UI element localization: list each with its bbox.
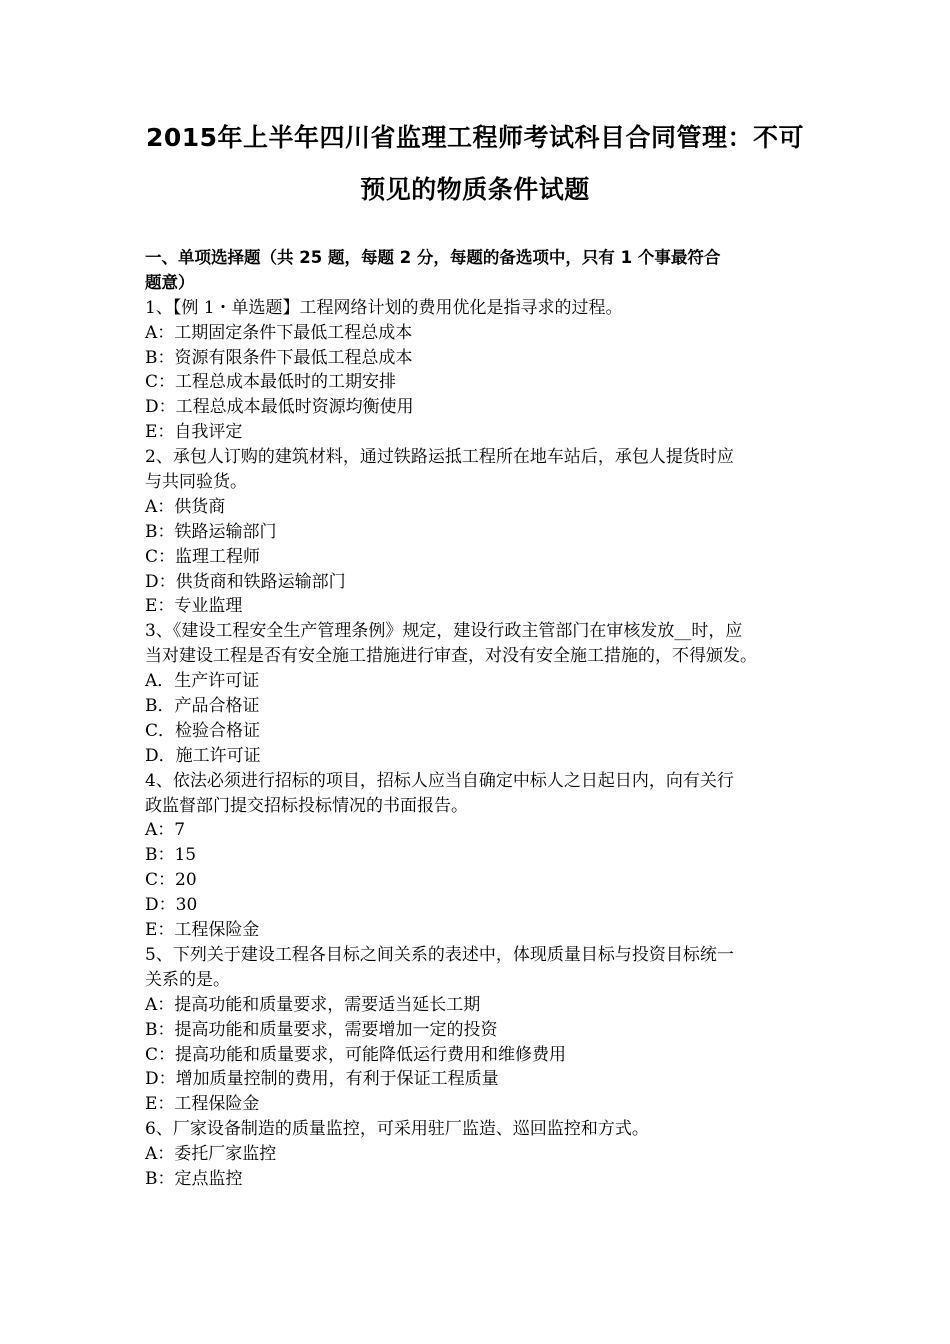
option-d: D：工程总成本最低时资源均衡使用 bbox=[145, 397, 414, 418]
option-b: B：15 bbox=[145, 845, 197, 866]
question-stem-continued: 与共同验货。 bbox=[145, 472, 247, 493]
question-1 bbox=[145, 296, 813, 445]
option-c: C：监理工程师 bbox=[145, 546, 261, 567]
option-b: B：提高功能和质量要求，需要增加一定的投资 bbox=[145, 1019, 498, 1040]
option-b: B：资源有限条件下最低工程总成本 bbox=[145, 347, 413, 368]
option-b: B．产品合格证 bbox=[145, 696, 260, 717]
option-c: C．检验合格证 bbox=[145, 720, 261, 741]
section-heading-line-2: 题意） bbox=[145, 272, 195, 292]
document-title-line-1: 2015年上半年四川省监理工程师考试科目合同管理：不可 bbox=[145, 123, 805, 152]
option-c: C：工程总成本最低时的工期安排 bbox=[145, 372, 397, 393]
question-stem-continued: 关系的是。 bbox=[145, 969, 230, 990]
option-a: A：工期固定条件下最低工程总成本 bbox=[145, 322, 413, 343]
question-stem-continued: 当对建设工程是否有安全施工措施进行审查，对没有安全施工措施的，不得颁发。 bbox=[145, 646, 757, 667]
option-c: C：提高功能和质量要求，可能降低运行费用和维修费用 bbox=[145, 1044, 567, 1065]
option-a: A：委托厂家监控 bbox=[145, 1144, 277, 1165]
option-c: C：20 bbox=[145, 870, 197, 891]
question-stem: 6、厂家设备制造的质量监控，可采用驻厂监造、巡回监控和方式。 bbox=[145, 1119, 649, 1140]
document-body bbox=[145, 246, 813, 1192]
section-heading-line-1: 一、单项选择题（共 25 题，每题 2 分，每题的备选项中，只有 1 个事最符合 bbox=[145, 248, 721, 267]
option-d: D：供货商和铁路运输部门 bbox=[145, 571, 346, 592]
option-a: A：提高功能和质量要求，需要适当延长工期 bbox=[145, 994, 481, 1015]
question-6 bbox=[145, 1117, 813, 1192]
question-stem: 2、承包人订购的建筑材料，通过铁路运抵工程所在地车站后，承包人提货时应 bbox=[145, 447, 734, 468]
question-stem: 1、【例 1・单选题】工程网络计划的费用优化是指寻求的过程。 bbox=[145, 297, 623, 318]
option-d: D．施工许可证 bbox=[145, 745, 261, 766]
option-e: E：工程保险金 bbox=[145, 1094, 260, 1115]
option-a: A．生产许可证 bbox=[145, 671, 260, 692]
option-b: B：铁路运输部门 bbox=[145, 521, 277, 542]
option-e: E：专业监理 bbox=[145, 596, 243, 617]
question-5 bbox=[145, 943, 813, 1117]
question-4 bbox=[145, 769, 813, 943]
question-stem: 3、《建设工程安全生产管理条例》规定，建设行政主管部门在审核发放__时，应 bbox=[145, 621, 743, 642]
option-a: A：7 bbox=[145, 820, 186, 841]
option-e: E：工程保险金 bbox=[145, 920, 260, 941]
option-d: D：增加质量控制的费用，有利于保证工程质量 bbox=[145, 1069, 499, 1090]
option-d: D：30 bbox=[145, 895, 198, 916]
option-a: A：供货商 bbox=[145, 496, 226, 517]
question-stem: 5、下列关于建设工程各目标之间关系的表述中，体现质量目标与投资目标统一 bbox=[145, 944, 734, 965]
question-2 bbox=[145, 445, 813, 619]
question-stem: 4、依法必须进行招标的项目，招标人应当自确定中标人之日起日内，向有关行 bbox=[145, 770, 734, 791]
document-title-line-2: 预见的物质条件试题 bbox=[360, 175, 590, 204]
question-3 bbox=[145, 619, 813, 768]
option-b: B：定点监控 bbox=[145, 1168, 243, 1189]
option-e: E：自我评定 bbox=[145, 422, 243, 443]
question-stem-continued: 政监督部门提交招标投标情况的书面报告。 bbox=[145, 795, 468, 816]
